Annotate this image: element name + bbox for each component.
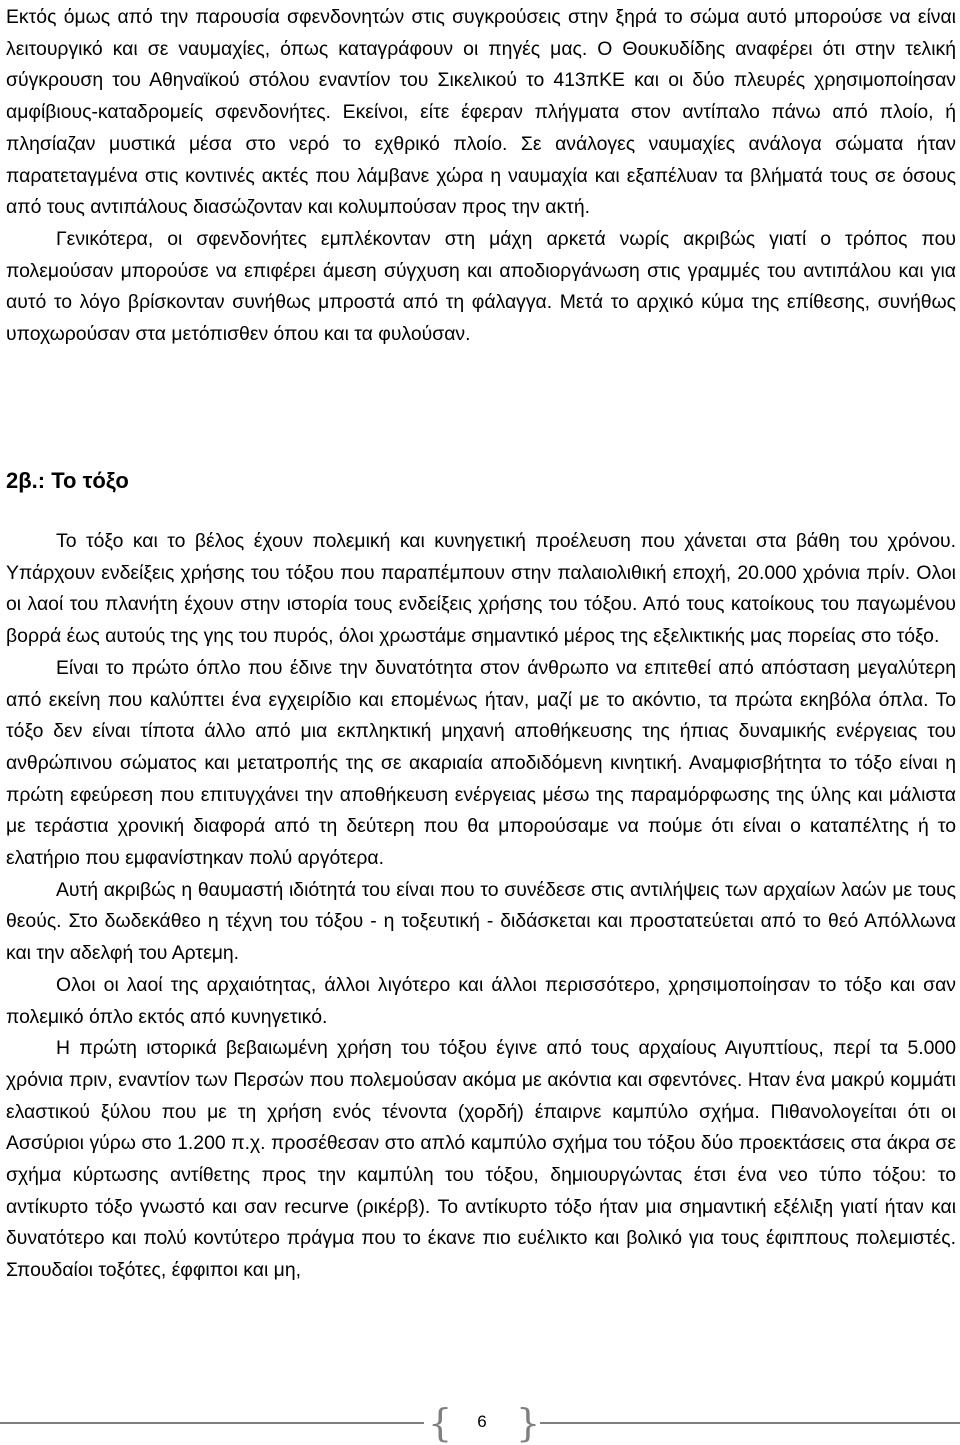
paragraph-slingers-battle: Γενικότερα, οι σφενδονήτες εμπλέκονταν στη μάχη αρκετά νωρίς ακριβώς γιατί ο τρόπος που πολεμούσαν μπορούσε να επιφέρει άμεση σύγχυση και αποδιοργάνωση στις γραμμές του αντιπάλου και για αυτό το λόγο βρίσκονταν συνήθως μπροστά από τη φάλαγγα. Μετά το αρχικό κύμα της επίθεσης, συνήθως υποχωρούσαν στα μετόπισθεν όπου και τα φυλούσαν.: [6, 227, 956, 346]
paragraph-bow-mechanics: Είναι το πρώτο όπλο που έδινε την δυνατότητα στον άνθρωπο να επιτεθεί από απόσταση μεγαλύτερη από εκείνη που καλύπτει ένα εγχειρίδιο και επομένως ήταν, μαζί με το ακόντιο, τα πρώτα εκηβόλα όπλα. Το τόξο δεν είναι τίποτα άλλο από μια εκπληκτική μηχανή αποθήκευσης της ήπιας δυναμικής ενέργειας του ανθρώπινου σώματος και μετατροπής της σε ακαριαία αποδιδόμενη κινητική. Αναμφισβήτητα το τόξο είναι η πρώτη εφεύρεση που επιτυγχάνει την αποθήκευση ενέργειας μέσω της παραμόρφωσης της ύλης και μάλιστα με τεράστια χρονική διαφορά από τη δεύτερη που θα μπορούσαμε να πούμε ότι είναι ο καταπέλτης ή το ελατήριο που εμφανίστηκαν πολύ αργότερα.: [6, 656, 956, 870]
section-text-block: [6, 526, 956, 1287]
paragraph-bow-origins: Το τόξο και το βέλος έχουν πολεμική και κυνηγετική προέλευση που χάνεται στα βάθη του χρόνου. Υπάρχουν ενδείξεις χρήσης του τόξου που παραπέμπουν στην παλαιολιθική εποχή, 20.000 χρόνια πρίν. Ολοι οι λαοί του πλανήτη έχουν στην ιστορία τους ενδείξεις χρήσης του τόξου. Από τους κατοίκους του παγωμένου βορρά έως αυτούς της γης του πυρός, όλοι χρωστάμε σημαντικό μέρος της εξελικτικής μας πορείας στο τόξο.: [6, 530, 956, 648]
paragraph-bow-gods: Αυτή ακριβώς η θαυμαστή ιδιότητά του είναι που το συνέδεσε στις αντιλήψεις των αρχαίων λαών με τους θεούς. Στο δωδεκάθεο η τέχνη του τόξου - η τοξευτική - διδάσκεται και προστατεύεται από το θεό Απόλλωνα και την αδελφή του Αρτεμη.: [6, 878, 956, 965]
section-heading: 2β.: Το τόξο: [6, 468, 129, 493]
paragraph-bow-antiquity: Ολοι οι λαοί της αρχαιότητας, άλλοι λιγότερο και άλλοι περισσότερο, χρησιμοποίησαν το τόξο και σαν πολεμικό όπλο εκτός από κυνηγετικό.: [6, 973, 956, 1028]
page-number: 6: [477, 1412, 487, 1431]
intro-text-block: [6, 2, 956, 351]
footer-rule-left: [0, 1422, 424, 1424]
paragraph-bow-history: Η πρώτη ιστορικά βεβαιωμένη χρήση του τόξου έγινε από τους αρχαίους Αιγυπτίους, περί τα 5.000 χρόνια πριν, εναντίον των Περσών που πολεμούσαν ακόμα με ακόντια και σφεντόνες. Ηταν ένα μακρύ κομμάτι ελαστικού ξύλου που με τη χρήση ενός τένοντα (χορδή) έπαιρνε καμπύλο σχήμα. Πιθανολογείται ότι οι Ασσύριοι γύρω στο 1.200 π.χ. προσέθεσαν στο απλό καμπύλο σχήμα του τόξου δύο προεκτάσεις στα άκρα σε σχήμα κύρτωσης αντίθετης προς την καμπύλη του τόξου, δημιουργώντας έτσι ένα νεο τύπο τόξου: το αντίκυρτο τόξο γνωστό και σαν recurve (ρικέρβ). Το αντίκυρτο τόξο ήταν μια σημαντική εξέλιξη γιατί ήταν και δυνατότερο και πολύ κοντύτερο πράγμα που το έκανε πιο ευέλικτο και βολικό για τους έφιππους πολεμιστές. Σπουδαίοι τοξότες, έφφιποι και μη,: [6, 1037, 956, 1282]
left-brace-icon: {: [428, 1401, 453, 1445]
right-brace-icon: }: [516, 1401, 541, 1445]
page-footer: [0, 1402, 960, 1444]
footer-rule-right: [540, 1422, 960, 1424]
paragraph-slingers-naval: Εκτός όμως από την παρουσία σφενδονητών στις συγκρούσεις στην ξηρά το σώμα αυτό μπορούσε να είναι λειτουργικό και σε ναυμαχίες, όπως καταγράφουν οι πηγές μας. Ο Θουκυδίδης αναφέρει ότι στην τελική σύγκρουση του Αθηναϊκού στόλου εναντίον του Σικελικού το 413πΚΕ και οι δύο πλευρές χρησιμοποίησαν αμφίβιους-καταδρομείς σφενδονήτες. Εκείνοι, είτε έφεραν πλήγματα στον αντίπαλο πάνω από πλοίο, ή πλησίαζαν μυστικά μέσα στο νερό το εχθρικό πλοίο. Σε ανάλογες ναυμαχίες ανάλογα σώματα ήταν παρατεταγμένα στις κοντινές ακτές που λάμβανε χώρα η ναυμαχία και εξαπέλυαν τα βλήματά τους σε όσους από τους αντιπάλους διασώζονταν και κολυμπούσαν προς την ακτή.: [6, 6, 956, 219]
